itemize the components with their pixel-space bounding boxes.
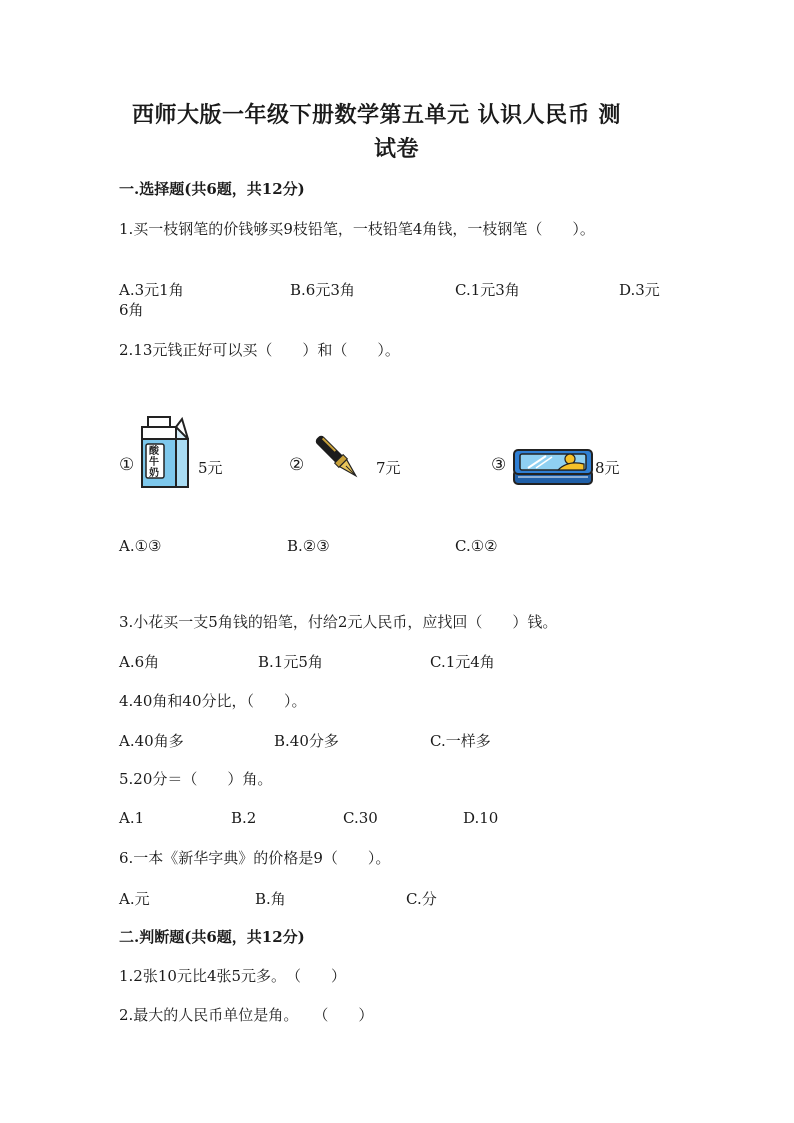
page-title-line1: 西师大版一年级下册数学第五单元 认识人民币 测 <box>132 102 621 128</box>
q4-option-a[interactable]: A.40角多 <box>119 732 184 750</box>
question-6: 6.一本《新华字典》的价格是9（ ）。 <box>119 849 391 867</box>
item-marker-2: ② <box>289 455 305 475</box>
q1-option-c[interactable]: C.1元3角 <box>455 281 520 299</box>
q2-option-c[interactable]: C.①② <box>455 537 498 555</box>
judgement-question-2: 2.最大的人民币单位是角。 （ ） <box>119 1006 374 1024</box>
item-marker-3: ③ <box>491 455 507 475</box>
q3-option-c[interactable]: C.1元4角 <box>430 653 495 671</box>
question-4: 4.40角和40分比，（ ）。 <box>119 692 307 710</box>
item-marker-1: ① <box>119 455 135 475</box>
q3-option-a[interactable]: A.6角 <box>119 653 160 671</box>
q1-option-d[interactable]: D.3元 <box>619 281 660 299</box>
q6-option-c[interactable]: C.分 <box>406 890 437 908</box>
milk-carton-label: 酸牛奶 <box>149 446 159 479</box>
q1-option-b[interactable]: B.6元3角 <box>290 281 355 299</box>
question-2: 2.13元钱正好可以买（ ）和（ ）。 <box>119 341 400 359</box>
q2-option-b[interactable]: B.②③ <box>287 537 330 555</box>
q5-option-a[interactable]: A.1 <box>119 809 145 827</box>
section-heading-judgement: 二.判断题(共6题，共12分) <box>119 928 305 946</box>
item-price-2: 7元 <box>376 459 401 477</box>
q5-option-c[interactable]: C.30 <box>343 809 378 827</box>
q5-option-b[interactable]: B.2 <box>231 809 257 827</box>
item-price-3: 8元 <box>595 459 620 477</box>
q5-option-d[interactable]: D.10 <box>463 809 499 827</box>
q1-option-a[interactable]: A.3元1角 <box>119 281 184 299</box>
q1-option-d-wrap: 6角 <box>119 301 144 319</box>
section-heading-choice: 一.选择题(共6题，共12分) <box>119 180 305 198</box>
fountain-pen-icon <box>312 432 370 490</box>
q4-option-b[interactable]: B.40分多 <box>274 732 339 750</box>
judgement-question-1: 1.2张10元比4张5元多。 （ ） <box>119 967 347 985</box>
q4-option-c[interactable]: C.一样多 <box>430 732 491 750</box>
pencil-case-icon <box>512 446 594 488</box>
question-3: 3.小花买一支5角钱的铅笔，付给2元人民币，应找回（ ）钱。 <box>119 613 558 631</box>
item-price-1: 5元 <box>198 459 223 477</box>
question-5: 5.20分＝（ ）角。 <box>119 770 273 788</box>
q6-option-b[interactable]: B.角 <box>255 890 286 908</box>
question-1: 1.买一枝钢笔的价钱够买9枝铅笔，一枝铅笔4角钱，一枝钢笔（ ）。 <box>119 220 595 238</box>
q2-option-a[interactable]: A.①③ <box>119 537 162 555</box>
q6-option-a[interactable]: A.元 <box>119 890 150 908</box>
q3-option-b[interactable]: B.1元5角 <box>258 653 323 671</box>
milk-carton-icon <box>136 415 194 491</box>
page-title-line2: 试卷 <box>374 136 420 162</box>
